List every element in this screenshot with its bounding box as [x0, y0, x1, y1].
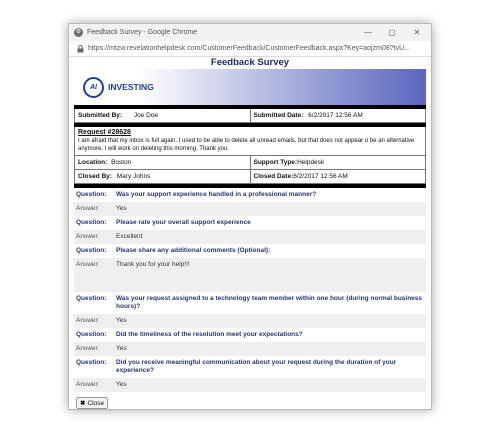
question-text: Was your request assigned to a technology team member within one hour (during normal business hours)?	[116, 295, 423, 310]
location-value: Boston	[111, 159, 132, 166]
question-label: Question:	[76, 247, 107, 254]
support-type-value: Helpdesk	[297, 159, 325, 166]
answer-label: Answer:	[76, 233, 100, 240]
question-list	[74, 188, 426, 392]
question-label: Question:	[76, 331, 107, 338]
closed-date-label: Closed Date:	[253, 173, 294, 180]
submitted-by-value: Joe Doe	[133, 112, 159, 119]
support-type-cell	[250, 156, 426, 169]
request-description: I am afraid that my inbox is full again. I used to be able to delete all unread emails, but that does not appear o be an alternative anymore. I will work on deleting this morning. Thank you.	[78, 138, 415, 152]
logo-text: INVESTING	[108, 82, 154, 92]
question-row	[74, 188, 426, 202]
question-label: Question:	[76, 295, 107, 302]
answer-label: Answer:	[76, 261, 100, 268]
closed-row	[74, 170, 426, 184]
lock-icon	[77, 45, 84, 53]
closed-date-cell	[250, 170, 426, 183]
location-cell	[75, 156, 250, 169]
answer-text: Excellent	[116, 233, 143, 240]
answer-row	[74, 314, 426, 328]
answer-row	[74, 202, 426, 216]
location-row	[74, 156, 426, 170]
location-label: Location:	[78, 159, 108, 166]
closed-by-cell	[75, 170, 250, 183]
page-title: Feedback Survey	[210, 57, 290, 68]
question-text: Please share any additional comments (Optional):	[116, 247, 271, 254]
answer-label: Answer:	[76, 205, 100, 212]
question-row	[74, 356, 426, 378]
question-row	[74, 216, 426, 230]
question-row	[74, 244, 426, 258]
submitted-date-value: 6/2/2017 12:56 AM	[308, 112, 363, 119]
answer-row	[74, 230, 426, 244]
answer-row	[74, 342, 426, 356]
answer-text: Yes	[116, 317, 127, 324]
question-row	[74, 328, 426, 342]
maximize-button[interactable]: ▢	[388, 28, 396, 37]
submission-row	[74, 109, 426, 123]
page-content	[69, 57, 431, 409]
window-close-button[interactable]: ✕	[413, 28, 421, 37]
answer-label: Answer:	[76, 345, 100, 352]
question-label: Question:	[76, 219, 107, 226]
answer-text: Yes	[116, 205, 127, 212]
submitted-by-cell	[75, 109, 250, 122]
close-button[interactable]	[76, 397, 108, 409]
window-title: Feedback Survey - Google Chrome	[87, 29, 198, 36]
question-text: Did the timeliness of the resolution meet your expectations?	[116, 331, 303, 338]
address-bar[interactable]	[69, 41, 431, 57]
title-bar	[69, 24, 431, 41]
browser-window	[68, 23, 432, 410]
support-type-label: Support Type:	[253, 159, 298, 166]
question-text: Did you receive meaningful communication about your request during the duration of your experience?	[116, 359, 397, 374]
closed-date-value: 6/2/2017 12:56 AM	[293, 173, 348, 180]
submitted-date-label: Submitted Date:	[253, 112, 304, 119]
logo-icon: AI	[83, 77, 104, 98]
submitted-by-label: Submitted By:	[78, 112, 123, 119]
answer-text: Thank you for your help!!!	[116, 261, 190, 268]
question-text: Please rate your overall support experience	[116, 219, 251, 226]
closed-by-value: Mary Johns	[116, 173, 151, 180]
request-box	[74, 127, 426, 156]
answer-row	[74, 378, 426, 392]
url-text[interactable]: https://mtzw.revelationhelpdesk.com/CustomerFeedback/CustomerFeedback.aspx?Key=aojzm08?tvU...	[88, 45, 410, 52]
banner	[74, 69, 426, 105]
answer-text: Yes	[116, 381, 127, 388]
close-button-label: Close	[87, 399, 105, 407]
answer-text: Yes	[116, 345, 127, 352]
answer-label: Answer:	[76, 317, 100, 324]
closed-by-label: Closed By:	[78, 173, 112, 180]
request-link[interactable]: Request #28628	[78, 129, 131, 136]
answer-row	[74, 258, 426, 292]
question-label: Question:	[76, 359, 107, 366]
answer-label: Answer:	[76, 381, 100, 388]
question-label: Question:	[76, 191, 107, 198]
question-text: Was your support experience handled in a professional manner?	[116, 191, 317, 198]
x-icon: ✖	[80, 400, 86, 407]
question-row	[74, 292, 426, 314]
minimize-button[interactable]: —	[364, 28, 372, 37]
gear-icon: ⚙	[75, 29, 82, 35]
submitted-date-cell	[250, 109, 426, 122]
